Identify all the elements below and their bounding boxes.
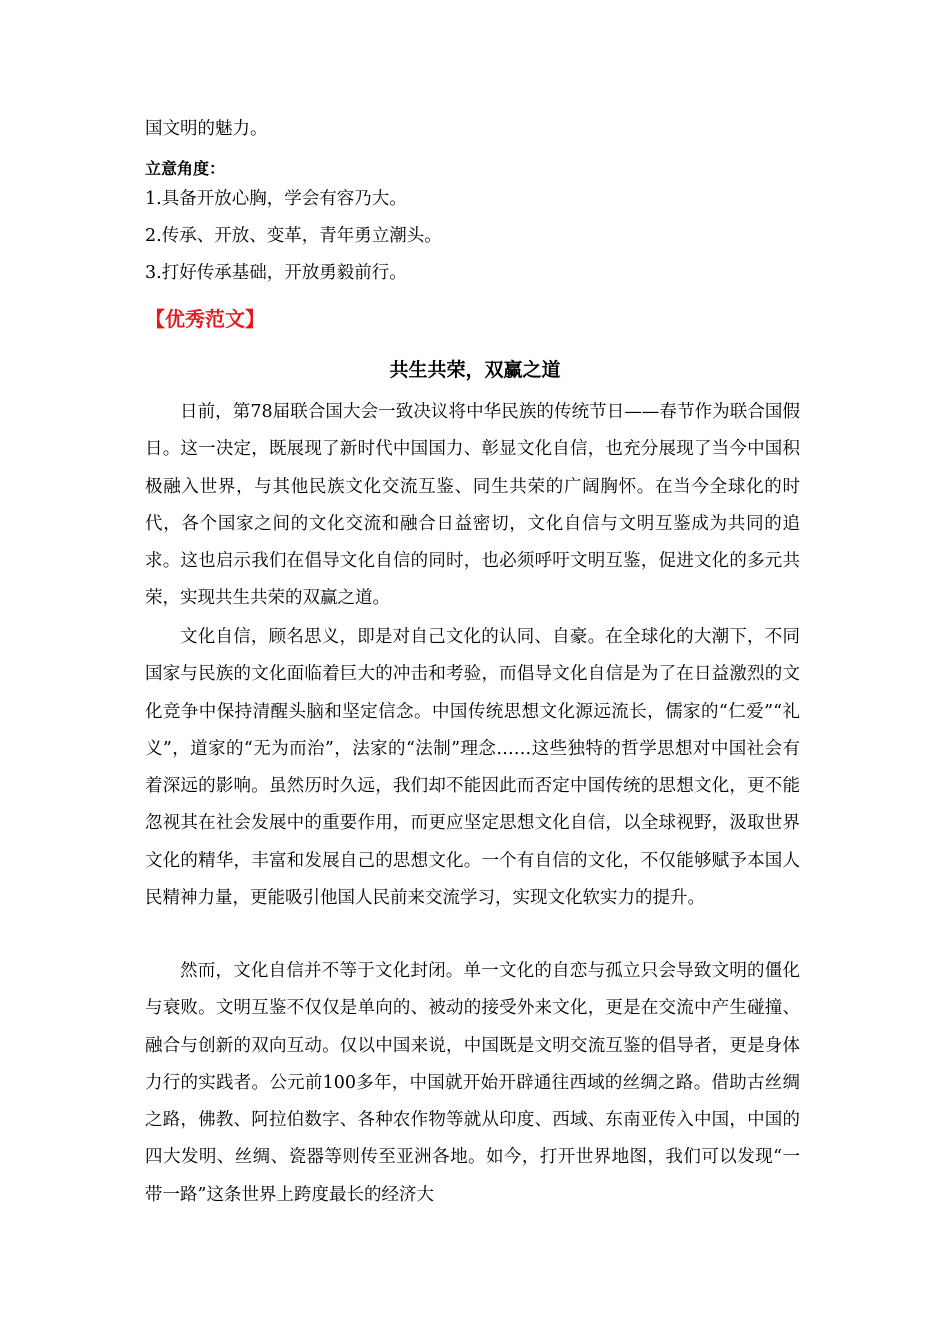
angle-item-2: 2.传承、开放、变革，青年勇立潮头。: [145, 226, 442, 246]
essay-title: 共生共荣，双赢之道: [389, 359, 561, 381]
angles-heading: 立意角度：: [145, 159, 226, 178]
angle-item-3: 3.打好传承基础，开放勇毅前行。: [145, 263, 407, 283]
essay-paragraph-1: 日前，第78届联合国大会一致决议将中华民族的传统节日——春节作为联合国假日。这一决定，既展现了新时代中国国力、彰显文化自信，也充分展现了当今中国积极融入世界，与其他民族文化交流互鉴、同生共荣的广阔胸怀。在当今全球化的时代，各个国家之间的文化交流和融合日益密切，文化自信与文明互鉴成为共同的追求。这也启示我们在倡导文化自信的同时，也必须呼吁文明互鉴，促进文化的多元共荣，实现共生共荣的双赢之道。: [145, 402, 800, 609]
intro-tail-text: 国文明的魅力。: [145, 119, 268, 139]
section-label: 【优秀范文】: [145, 307, 265, 331]
angle-item-1: 1.具备开放心胸，学会有容乃大。: [145, 189, 407, 209]
essay-paragraph-3: 然而，文化自信并不等于文化封闭。单一文化的自恋与孤立只会导致文明的僵化与衰败。文明互鉴不仅仅是单向的、被动的接受外来文化，更是在交流中产生碰撞、融合与创新的双向互动。仅以中国来说，中国既是文明交流互鉴的倡导者，更是身体力行的实践者。公元前100多年，中国就开始开辟通往西域的丝绸之路。借助古丝绸之路，佛教、阿拉伯数字、各种农作物等就从印度、西域、东南亚传入中国，中国的四大发明、丝绸、瓷器等则传至亚洲各地。如今，打开世界地图，我们可以发现“一带一路”这条世界上跨度最长的经济大: [145, 961, 800, 1205]
essay-paragraph-2: 文化自信，顾名思义，即是对自己文化的认同、自豪。在全球化的大潮下，不同国家与民族的文化面临着巨大的冲击和考验，而倡导文化自信是为了在日益激烈的文化竞争中保持清醒头脑和坚定信念。中国传统思想文化源远流长，儒家的“仁爱”“礼义”，道家的“无为而治”，法家的“法制”理念……这些独特的哲学思想对中国社会有着深远的影响。虽然历时久远，我们却不能因此而否定中国传统的思想文化，更不能忽视其在社会发展中的重要作用，而更应坚定思想文化自信，以全球视野，汲取世界文化的精华，丰富和发展自己的思想文化。一个有自信的文化，不仅能够赋予本国人民精神力量，更能吸引他国人民前来交流学习，实现文化软实力的提升。: [145, 627, 800, 909]
